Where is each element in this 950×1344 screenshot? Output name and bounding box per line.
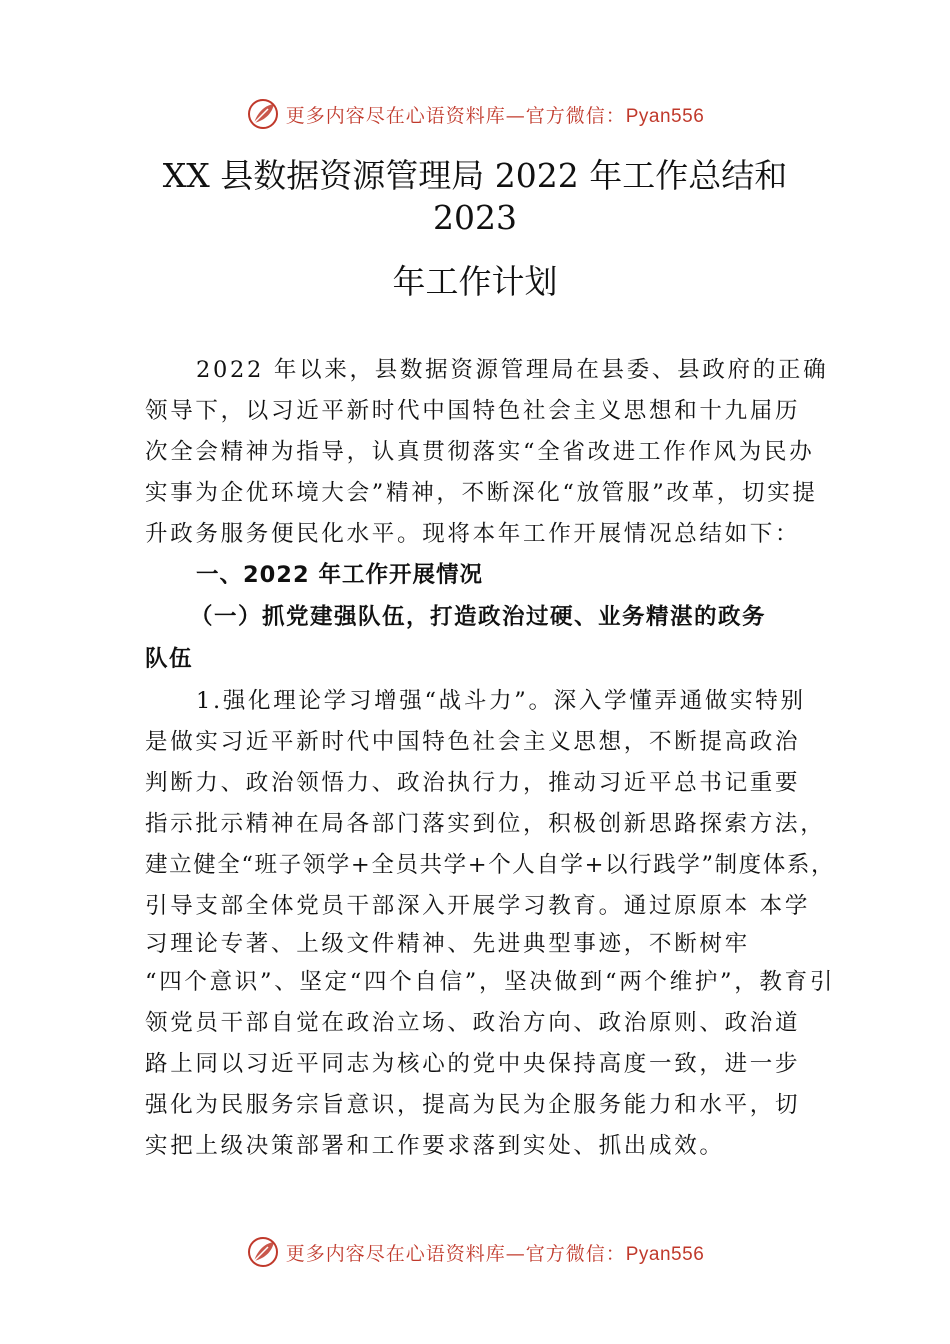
body-line: 强化为民服务宗旨意识，提高为民为企服务能力和水平，切: [145, 1092, 801, 1118]
intro-line: 领导下，以习近平新时代中国特色社会主义思想和十九届历: [145, 398, 801, 424]
intro-line: 2022 年以来，县数据资源管理局在县委、县政府的正确: [196, 357, 829, 383]
body-line: 1.强化理论学习增强“战斗力”。深入学懂弄通做实特别: [196, 688, 806, 714]
body-line: “四个意识”、坚定“四个自信”，坚决做到“两个维护”，教育引: [145, 969, 836, 995]
body-line: 判断力、政治领悟力、政治执行力，推动习近平总书记重要: [145, 770, 801, 796]
subsection-heading: （一）抓党建强队伍，打造政治过硬、业务精湛的政务: [190, 604, 767, 630]
intro-line: 实事为企优环境大会”精神，不断深化“放管服”改革，切实提: [145, 480, 818, 506]
watermark-text: 更多内容尽在心语资料库—官方微信：Pyan556: [285, 1242, 705, 1265]
document-title-line-1: XX 县数据资源管理局 2022 年工作总结和: [162, 156, 788, 195]
body-line: 是做实习近平新时代中国特色社会主义思想，不断提高政治: [145, 729, 801, 755]
body-line: 建立健全“班子领学+全员共学+个人自学+以行践学”制度体系，: [145, 852, 836, 878]
footer-watermark: [0, 1232, 950, 1272]
leaf-logo-icon: [246, 1235, 280, 1269]
intro-line: 升政务服务便民化水平。现将本年工作开展情况总结如下：: [145, 521, 801, 547]
body-line: 习理论专著、上级文件精神、先进典型事迹，不断树牢: [145, 931, 750, 957]
body-line: 实把上级决策部署和工作要求落到实处、抓出成效。: [145, 1133, 725, 1159]
document-title-line-2: 2023: [433, 198, 517, 237]
section-heading: 一、2022 年工作开展情况: [196, 562, 483, 588]
header-watermark: [0, 94, 950, 134]
watermark-text: 更多内容尽在心语资料库—官方微信：Pyan556: [285, 104, 705, 127]
body-line: 路上同以习近平同志为核心的党中央保持高度一致，进一步: [145, 1051, 801, 1077]
body-line: 引导支部全体党员干部深入开展学习教育。通过原原本 本学: [145, 893, 811, 919]
document-title-line-3: 年工作计划: [392, 262, 558, 301]
subsection-heading-cont: 队伍: [145, 646, 194, 672]
body-line: 指示批示精神在局各部门落实到位，积极创新思路探索方法，: [145, 811, 826, 837]
leaf-logo-icon: [246, 97, 280, 131]
body-line: 领党员干部自觉在政治立场、政治方向、政治原则、政治道: [145, 1010, 801, 1036]
intro-line: 次全会精神为指导，认真贯彻落实“全省改进工作作风为民办: [145, 439, 815, 465]
